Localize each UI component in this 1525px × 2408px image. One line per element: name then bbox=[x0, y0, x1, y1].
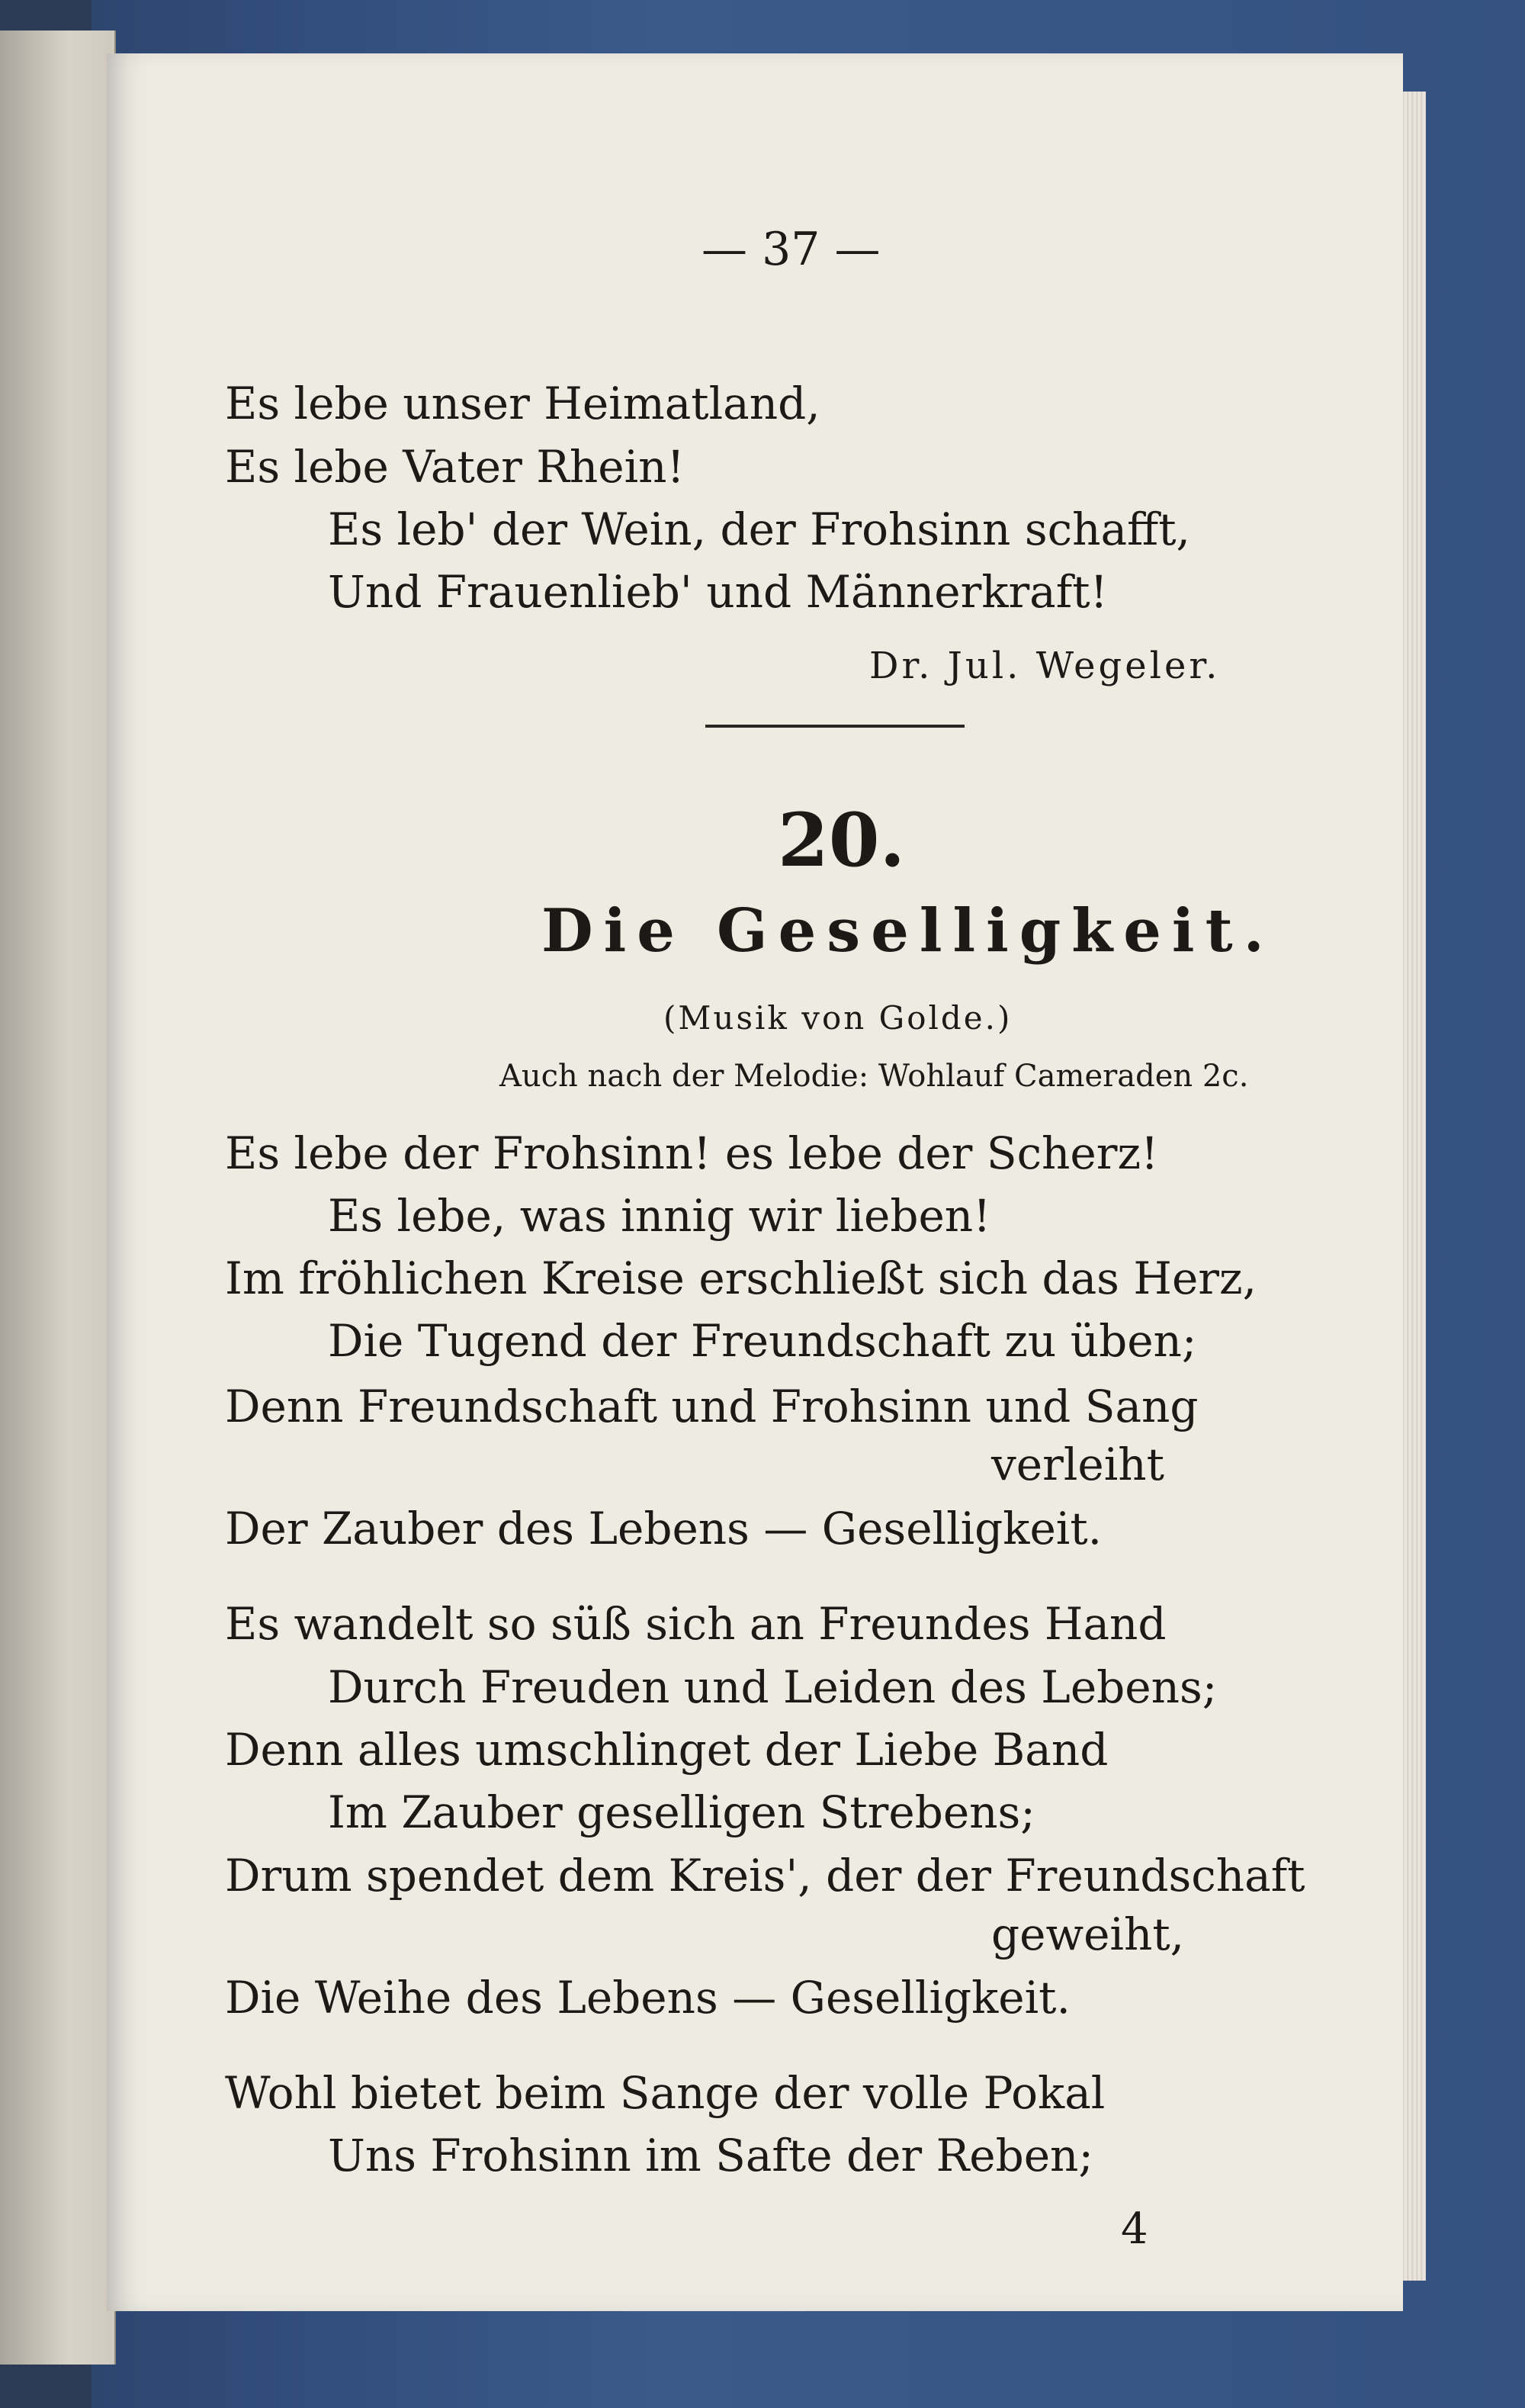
verse-line: Uns Frohsinn im Safte der Reben; bbox=[328, 2130, 1093, 2181]
verse-line: Denn alles umschlinget der Liebe Band bbox=[225, 1724, 1109, 1776]
verse-line: verleiht bbox=[991, 1439, 1164, 1490]
music-credit: (Musik von Golde.) bbox=[663, 999, 1013, 1037]
verse-line: Durch Freuden und Leiden des Lebens; bbox=[328, 1661, 1218, 1713]
song-number: 20. bbox=[778, 797, 906, 883]
verse-line: Der Zauber des Lebens — Geselligkeit. bbox=[225, 1503, 1103, 1554]
verse-line: Es lebe unser Heimatland, bbox=[225, 378, 820, 429]
verse-line: Es lebe der Frohsinn! es lebe der Scherz! bbox=[225, 1127, 1159, 1179]
verse-line: Und Frauenlieb' und Männerkraft! bbox=[328, 566, 1108, 618]
verse-line: Drum spendet dem Kreis', der der Freundschaft bbox=[225, 1850, 1305, 1902]
section-divider bbox=[705, 725, 965, 728]
verse-line: geweiht, bbox=[991, 1908, 1185, 1960]
verse-line: Wohl bietet beim Sange der volle Pokal bbox=[225, 2067, 1106, 2119]
verse-line: Es lebe, was innig wir lieben! bbox=[328, 1190, 991, 1242]
melody-note: Auch nach der Melodie: Wohlauf Cameraden 2c. bbox=[499, 1059, 1249, 1094]
verse-line: Die Tugend der Freundschaft zu üben; bbox=[328, 1315, 1197, 1367]
verse-line: Denn Freundschaft und Frohsinn und Sang bbox=[225, 1381, 1199, 1432]
verse-line: Es wandelt so süß sich an Freundes Hand bbox=[225, 1598, 1167, 1650]
book-page bbox=[107, 53, 1403, 2311]
signature-mark: 4 bbox=[1121, 2204, 1148, 2254]
page-number: — 37 — bbox=[702, 223, 881, 276]
verse-line: Im Zauber geselligen Strebens; bbox=[328, 1786, 1035, 1838]
author-name: Dr. Jul. Wegeler. bbox=[869, 645, 1221, 687]
verse-line: Es leb' der Wein, der Frohsinn schafft, bbox=[328, 503, 1190, 555]
verse-line: Es lebe Vater Rhein! bbox=[225, 441, 685, 493]
song-title: Die Geselligkeit. bbox=[541, 896, 1275, 966]
left-page-edge bbox=[0, 31, 116, 2365]
verse-line: Die Weihe des Lebens — Geselligkeit. bbox=[225, 1972, 1071, 2024]
verse-line: Im fröhlichen Kreise erschließt sich das Herz, bbox=[225, 1252, 1257, 1304]
